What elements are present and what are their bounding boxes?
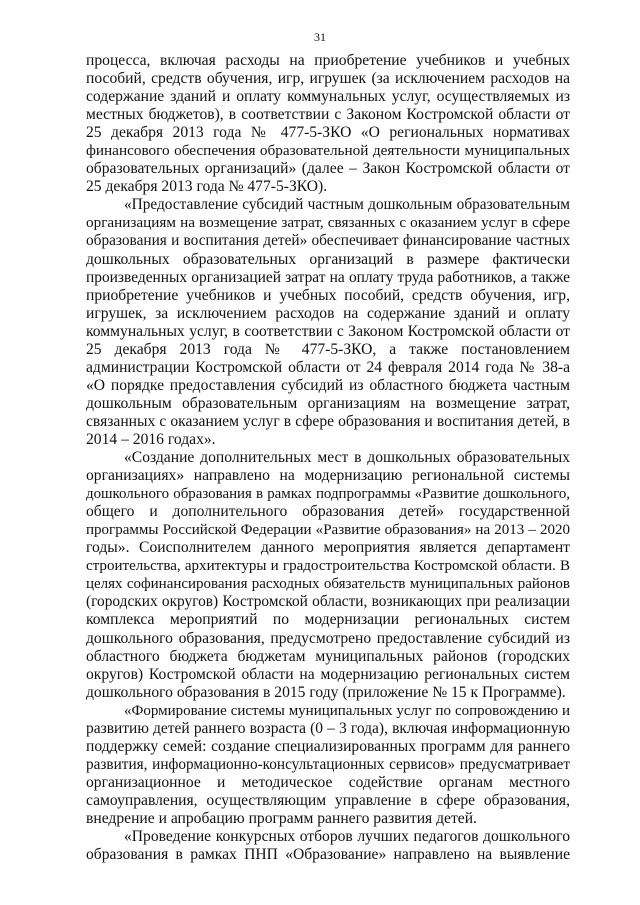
text-line: образовательных организаций» (далее – Закон Костромской области от <box>86 160 570 178</box>
text-line: внедрение и апробацию программ раннего развития детей. <box>86 809 477 827</box>
text-line: дошкольного образования, предусмотрено предоставление субсидий из <box>86 629 570 647</box>
text-line: 2014 – 2016 годах». <box>86 430 216 448</box>
text-line: организациям на возмещение затрат, связанных с оказанием услуг в сфере <box>86 214 570 232</box>
text-line: приобретение учебников и учебных пособий, средств обучения, игр, <box>86 286 570 304</box>
text-line: программы Российской Федерации «Развитие образования» на 2013 – 2020 <box>86 522 570 539</box>
text-line: администрации Костромской области от 24 февраля 2014 года № 38-а <box>86 358 570 376</box>
text-line: организационное и методическое содействие органам местного <box>86 773 570 791</box>
text-line: округов) Костромской области на модернизацию региональных систем <box>86 665 570 683</box>
text-line: дошкольного образования в рамках подпрограммы «Развитие дошкольного, <box>86 486 570 503</box>
text-line: «Создание дополнительных мест в дошкольных образовательных <box>124 449 570 467</box>
text-line: финансового обеспечения образовательной деятельности муниципальных <box>86 142 570 160</box>
text-line: образования и воспитания детей» обеспечивает финансирование частных <box>86 232 570 250</box>
paragraph-4 <box>86 702 570 828</box>
text-line: «Предоставление субсидий частным дошкольным образовательным <box>124 196 570 214</box>
text-line: целях софинансирования расходных обязательств муниципальных районов <box>86 576 570 593</box>
text-line: организациях» направлено на модернизацию региональной системы <box>86 467 570 485</box>
text-line: 25 декабря 2013 года № 477-5-ЗКО). <box>86 178 328 196</box>
text-line: дошкольного образования в 2015 году (приложение № 15 к Программе). <box>86 683 566 701</box>
text-line: коммунальных услуг, в соответствии с Законом Костромской области от <box>86 322 570 340</box>
text-line: 25 декабря 2013 года № 477-5-ЗКО «О региональных нормативах <box>86 124 570 142</box>
paragraph-5 <box>86 828 570 864</box>
text-line: дошкольных образовательных организаций в размере фактически <box>86 250 570 268</box>
text-line: «Проведение конкурсных отборов лучших педагогов дошкольного <box>124 828 570 846</box>
text-line: (городских округов) Костромской области, возникающих при реализации <box>86 593 570 611</box>
text-line: пособий, средств обучения, игр, игрушек (за исключением расходов на <box>86 70 570 88</box>
paragraph-3 <box>86 449 570 702</box>
paragraph-2 <box>86 196 570 449</box>
text-line: дошкольным образовательным организациям на возмещение затрат, <box>86 394 570 412</box>
text-line: строительства, архитектуры и градостроительства Костромской области. В <box>86 558 570 575</box>
text-line: поддержку семей: создание специализированных программ для раннего <box>86 737 570 755</box>
text-line: содержание зданий и оплату коммунальных услуг, осуществляемых из <box>86 88 570 106</box>
text-line: произведенных организацией затрат на оплату труда работников, а также <box>86 268 570 286</box>
text-line: связанных с оказанием услуг в сфере образования и воспитания детей, в <box>86 412 570 430</box>
text-line: самоуправления, осуществляющим управление в сфере образования, <box>86 791 570 809</box>
page-number: 31 <box>314 30 326 44</box>
text-line: комплекса мероприятий по модернизации региональных систем <box>86 611 570 629</box>
document-body <box>86 52 570 864</box>
text-line: развитию детей раннего возраста (0 – 3 года), включая информационную <box>86 719 570 737</box>
paragraph-1 <box>86 52 570 196</box>
text-line: развития, информационно-консультационных сервисов» предусматривает <box>86 755 570 773</box>
text-line: областного бюджета бюджетам муниципальных районов (городских <box>86 647 570 665</box>
text-line: образования в рамках ПНП «Образование» направлено на выявление <box>86 846 570 864</box>
text-line: «О порядке предоставления субсидий из областного бюджета частным <box>86 376 570 394</box>
text-line: «Формирование системы муниципальных услуг по сопровождению и <box>124 702 570 719</box>
text-line: 25 декабря 2013 года № 477-5-ЗКО, а также постановлением <box>86 340 570 358</box>
text-line: общего и дополнительного образования детей» государственной <box>86 503 570 521</box>
text-line: годы». Соисполнителем данного мероприятия является департамент <box>86 539 570 557</box>
text-line: местных бюджетов), в соответствии с Законом Костромской области от <box>86 106 570 124</box>
text-line: игрушек, за исключением расходов на содержание зданий и оплату <box>86 304 570 322</box>
text-line: процесса, включая расходы на приобретение учебников и учебных <box>86 52 570 69</box>
